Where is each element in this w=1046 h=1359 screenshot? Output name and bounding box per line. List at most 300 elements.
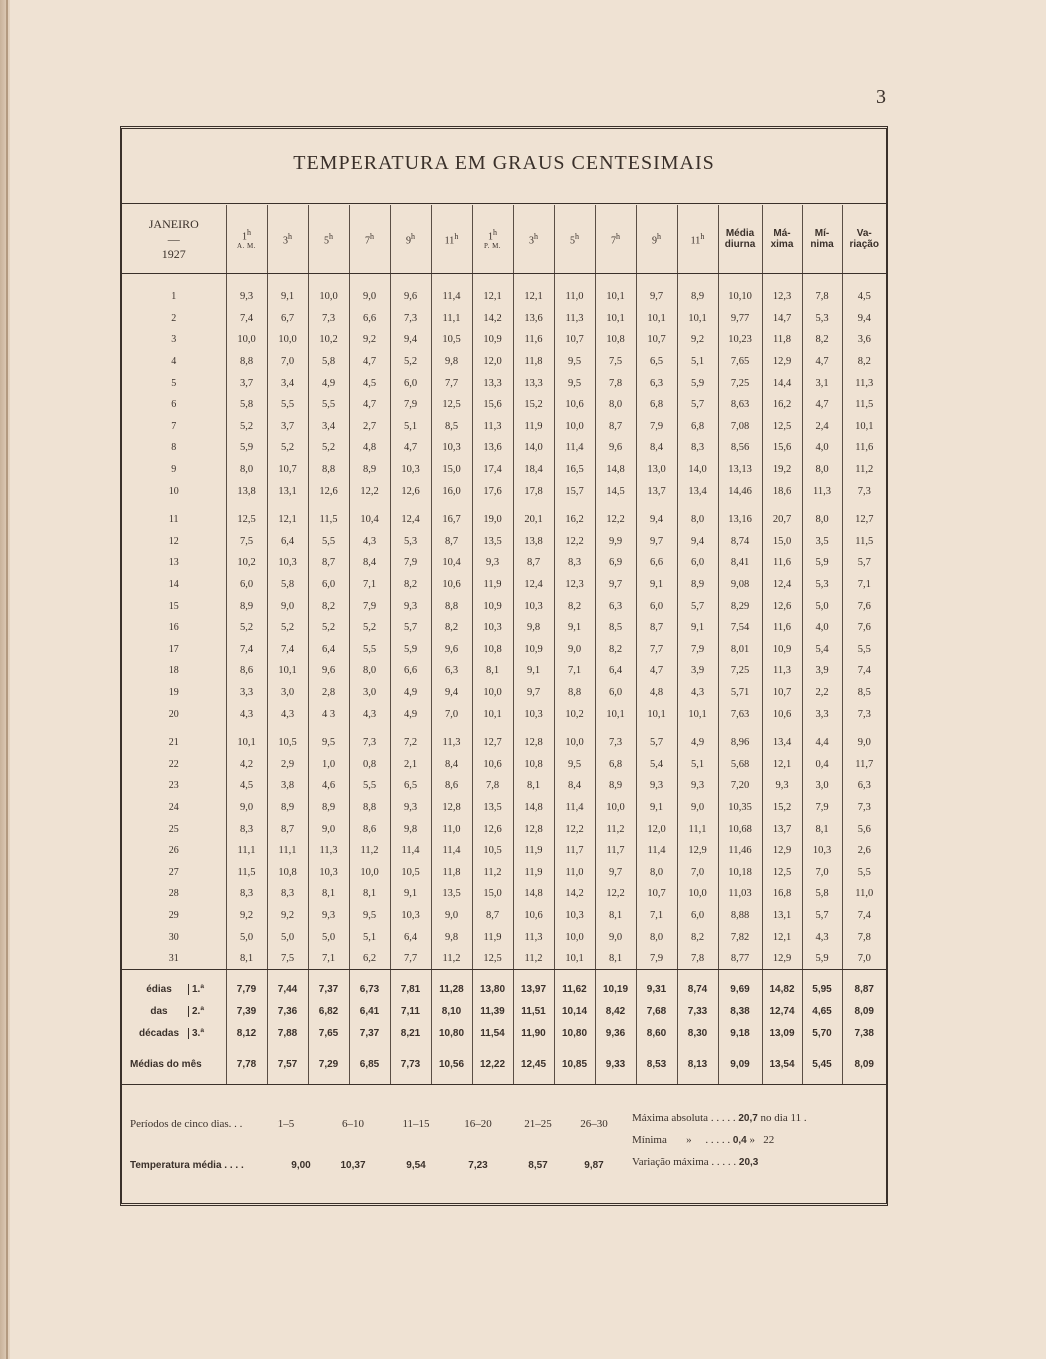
value-cell: 10,2	[308, 329, 349, 351]
value-cell: 13,8	[513, 531, 554, 553]
value-cell: 13,1	[267, 480, 308, 502]
value-cell: 10,5	[472, 840, 513, 862]
spacer-cell	[226, 502, 267, 509]
value-cell: 16,0	[431, 480, 472, 502]
value-cell: 8,4	[554, 775, 595, 797]
value-cell: 8,9	[349, 459, 390, 481]
value-cell: 6,4	[308, 639, 349, 661]
decade-value: 7,81	[390, 978, 431, 1000]
value-cell: 7,82	[718, 926, 762, 948]
value-cell: 3,9	[677, 660, 718, 682]
month-mean-value: 7,78	[226, 1044, 267, 1085]
temp-cell: 10,37	[340, 1160, 366, 1171]
day-row	[122, 351, 886, 373]
value-cell: 13,3	[472, 372, 513, 394]
spacer-cell	[513, 970, 554, 979]
value-cell: 10,9	[762, 639, 802, 661]
value-cell: 6,6	[390, 660, 431, 682]
value-cell: 8,2	[390, 574, 431, 596]
value-cell: 8,7	[595, 416, 636, 438]
month-dash: —	[167, 231, 180, 246]
value-cell: 4,8	[636, 682, 677, 704]
spacer-cell	[718, 970, 762, 979]
value-cell: 8,4	[636, 437, 677, 459]
value-cell: 6,4	[595, 660, 636, 682]
page-number: 3	[876, 86, 886, 108]
decade-value: 8,10	[431, 1000, 472, 1022]
value-cell: 12,1	[513, 286, 554, 308]
value-cell: 4,3	[349, 703, 390, 725]
value-cell: 8,9	[677, 574, 718, 596]
day-cell: 15	[168, 600, 179, 612]
value-cell: 9,1	[390, 883, 431, 905]
value-cell: 4,5	[842, 286, 886, 308]
value-cell: 5,5	[308, 394, 349, 416]
value-cell: 11,3	[802, 480, 842, 502]
decade-value: 11,51	[513, 1000, 554, 1022]
decade-value: 5,95	[802, 978, 842, 1000]
spacer-cell	[472, 502, 513, 509]
value-cell: 12,6	[472, 818, 513, 840]
day-cell: 26	[168, 845, 179, 857]
value-cell: 5,7	[390, 617, 431, 639]
value-cell: 7,63	[718, 703, 762, 725]
decade-value: 9,36	[595, 1022, 636, 1044]
day-row	[122, 509, 886, 531]
value-cell: 10,1	[636, 308, 677, 330]
value-cell: 8,3	[677, 437, 718, 459]
value-cell: 9,3	[308, 905, 349, 927]
header-row	[122, 205, 886, 274]
decade-value: 11,39	[472, 1000, 513, 1022]
value-cell: 9,1	[677, 617, 718, 639]
spacer-cell	[842, 502, 886, 509]
value-cell: 8,1	[308, 883, 349, 905]
temperature-table	[122, 205, 886, 1085]
value-cell: 9,0	[267, 595, 308, 617]
value-cell: 6,9	[595, 552, 636, 574]
value-cell: 3,4	[308, 416, 349, 438]
value-cell: 14,0	[677, 459, 718, 481]
value-cell: 9,6	[390, 286, 431, 308]
value-cell: 3,5	[802, 531, 842, 553]
value-cell: 10,68	[718, 818, 762, 840]
spacer-cell	[842, 274, 886, 287]
value-cell: 2,4	[802, 416, 842, 438]
decade-value: 7,36	[267, 1000, 308, 1022]
value-cell: 7,5	[595, 351, 636, 373]
decade-value: 7,68	[636, 1000, 677, 1022]
spacer-cell	[554, 502, 595, 509]
value-cell: 8,8	[226, 351, 267, 373]
day-row	[122, 595, 886, 617]
value-cell: 10,1	[595, 703, 636, 725]
spacer-cell	[677, 502, 718, 509]
decade-label	[122, 1022, 226, 1044]
day-row	[122, 308, 886, 330]
value-cell: 12,3	[762, 286, 802, 308]
hour-header: 9$^h$	[636, 205, 677, 274]
value-cell: 6,0	[308, 574, 349, 596]
value-cell: 10,3	[513, 703, 554, 725]
spacer-row	[122, 725, 886, 732]
value-cell: 8,2	[431, 617, 472, 639]
value-cell: 10,3	[390, 905, 431, 927]
value-cell: 8,3	[267, 883, 308, 905]
hour-header: 7$^h$	[595, 205, 636, 274]
period-cell: 1–5	[277, 1118, 295, 1130]
value-cell: 4,9	[390, 703, 431, 725]
value-cell: 10,3	[390, 459, 431, 481]
decade-value: 11,28	[431, 978, 472, 1000]
value-cell: 7,1	[554, 660, 595, 682]
day-cell: 11	[168, 514, 179, 526]
value-cell: 5,9	[226, 437, 267, 459]
value-cell: 11,8	[513, 351, 554, 373]
value-cell: 8,0	[677, 509, 718, 531]
value-cell: 11,4	[431, 286, 472, 308]
max-absoluta: Máxima absoluta . . . . . 20,7 no dia 11 .	[632, 1112, 807, 1124]
value-cell: 4,3	[226, 703, 267, 725]
spacer-cell	[513, 502, 554, 509]
value-cell: 9,3	[390, 797, 431, 819]
value-cell: 7,25	[718, 660, 762, 682]
value-cell: 10,3	[472, 617, 513, 639]
value-cell: 10,0	[554, 732, 595, 754]
value-cell: 8,2	[802, 329, 842, 351]
value-cell: 14,8	[595, 459, 636, 481]
value-cell: 9,3	[226, 286, 267, 308]
period-cell: 16–20	[464, 1118, 492, 1130]
hour-header: 11$^h$	[677, 205, 718, 274]
decade-value: 7,44	[267, 978, 308, 1000]
value-cell: 5,2	[308, 617, 349, 639]
value-cell: 9,1	[636, 797, 677, 819]
value-cell: 8,1	[802, 818, 842, 840]
value-cell: 8,6	[431, 775, 472, 797]
day-cell: 29	[168, 909, 179, 921]
decade-value: 9,18	[718, 1022, 762, 1044]
am-label: A. M.	[236, 242, 257, 251]
month-mean-value: 10,85	[554, 1044, 595, 1085]
day-row	[122, 840, 886, 862]
value-cell: 12,9	[677, 840, 718, 862]
value-cell: 7,5	[226, 531, 267, 553]
day-cell: 20	[168, 708, 179, 720]
value-cell: 5,2	[390, 351, 431, 373]
value-cell: 9,4	[842, 308, 886, 330]
value-cell: 8,29	[718, 595, 762, 617]
value-cell: 10,4	[349, 509, 390, 531]
value-cell: 11,6	[513, 329, 554, 351]
decade-value: 6,73	[349, 978, 390, 1000]
value-cell: 10,35	[718, 797, 762, 819]
value-cell: 2,1	[390, 753, 431, 775]
value-cell: 10,0	[267, 329, 308, 351]
value-cell: 8,41	[718, 552, 762, 574]
value-cell: 9,8	[431, 926, 472, 948]
value-cell: 8,2	[677, 926, 718, 948]
value-cell: 4,7	[349, 351, 390, 373]
value-cell: 10,3	[513, 595, 554, 617]
value-cell: 2,9	[267, 753, 308, 775]
value-cell: 9,1	[513, 660, 554, 682]
value-cell: 11,5	[842, 394, 886, 416]
value-cell: 9,5	[308, 732, 349, 754]
value-cell: 3,0	[267, 682, 308, 704]
value-cell: 15,6	[472, 394, 513, 416]
value-cell: 7,7	[636, 639, 677, 661]
value-cell: 5,71	[718, 682, 762, 704]
value-cell: 7,2	[390, 732, 431, 754]
value-cell: 11,3	[762, 660, 802, 682]
value-cell: 8,3	[226, 883, 267, 905]
value-cell: 10,7	[636, 883, 677, 905]
value-cell: 14,5	[595, 480, 636, 502]
month-label: JANEIRO	[148, 216, 199, 231]
value-cell: 11,9	[472, 574, 513, 596]
spacer-cell	[122, 725, 226, 732]
value-cell: 7,1	[636, 905, 677, 927]
value-cell: 8,7	[308, 552, 349, 574]
hour-header: 3$^h$	[267, 205, 308, 274]
value-cell: 15,6	[762, 437, 802, 459]
value-cell: 9,1	[554, 617, 595, 639]
value-cell: 9,4	[636, 509, 677, 531]
value-cell: 11,4	[431, 840, 472, 862]
value-cell: 13,6	[513, 308, 554, 330]
spacer-cell	[472, 970, 513, 979]
value-cell: 7,54	[718, 617, 762, 639]
value-cell: 7,65	[718, 351, 762, 373]
value-cell: 7,0	[802, 861, 842, 883]
value-cell: 8,9	[595, 775, 636, 797]
value-cell: 12,1	[267, 509, 308, 531]
media-diurna-header: Média diurna	[718, 205, 762, 274]
value-cell: 3,6	[842, 329, 886, 351]
value-cell: 18,6	[762, 480, 802, 502]
value-cell: 17,8	[513, 480, 554, 502]
temp-cell: 7,23	[468, 1160, 488, 1171]
decade-word: décadas	[138, 1027, 180, 1039]
value-cell: 10,9	[472, 329, 513, 351]
value-cell: 7,9	[390, 394, 431, 416]
value-cell: 7,8	[842, 926, 886, 948]
value-cell: 12,6	[308, 480, 349, 502]
day-row	[122, 732, 886, 754]
value-cell: 10,3	[267, 552, 308, 574]
hour-header: 7$^h$	[349, 205, 390, 274]
value-cell: 10,2	[554, 703, 595, 725]
value-cell: 8,8	[308, 459, 349, 481]
value-cell: 3,7	[226, 372, 267, 394]
value-cell: 7,9	[349, 595, 390, 617]
spacer-cell	[718, 502, 762, 509]
spacer-cell	[390, 274, 431, 287]
spine-edge	[6, 0, 8, 1359]
value-cell: 12,7	[472, 732, 513, 754]
day-cell: 2	[171, 312, 177, 324]
value-cell: 12,9	[762, 840, 802, 862]
hour-header: 9$^h$	[390, 205, 431, 274]
spacer-cell	[554, 274, 595, 287]
value-cell: 2,2	[802, 682, 842, 704]
value-cell: 5,2	[267, 437, 308, 459]
value-cell: 10,4	[431, 552, 472, 574]
spacer-cell	[308, 970, 349, 979]
day-cell: 22	[168, 758, 179, 770]
value-cell: 17,6	[472, 480, 513, 502]
spacer-cell	[431, 725, 472, 732]
spacer-cell	[554, 970, 595, 979]
value-cell: 8,5	[431, 416, 472, 438]
value-cell: 12,8	[513, 732, 554, 754]
value-cell: 16,8	[762, 883, 802, 905]
spacer-cell	[802, 970, 842, 979]
hour-header: 5$^h$	[308, 205, 349, 274]
value-cell: 8,0	[226, 459, 267, 481]
decade-value: 8,42	[595, 1000, 636, 1022]
value-cell: 5,1	[349, 926, 390, 948]
value-cell: 11,1	[677, 818, 718, 840]
value-cell: 8,96	[718, 732, 762, 754]
value-cell: 12,1	[762, 926, 802, 948]
value-cell: 5,4	[636, 753, 677, 775]
value-cell: 11,2	[349, 840, 390, 862]
decade-value: 6,41	[349, 1000, 390, 1022]
decade-value: 7,39	[226, 1000, 267, 1022]
decade-value: 8,60	[636, 1022, 677, 1044]
day-cell: 5	[171, 377, 177, 389]
temp-cell: 9,00	[291, 1160, 311, 1171]
value-cell: 7,0	[677, 861, 718, 883]
value-cell: 8,4	[431, 753, 472, 775]
day-cell: 13	[168, 557, 179, 569]
value-cell: 10,3	[554, 905, 595, 927]
value-cell: 6,0	[677, 552, 718, 574]
spacer-cell	[636, 274, 677, 287]
value-cell: 7,4	[842, 905, 886, 927]
value-cell: 7,7	[431, 372, 472, 394]
spacer-cell	[762, 274, 802, 287]
spacer-cell	[472, 725, 513, 732]
day-row	[122, 861, 886, 883]
value-cell: 19,2	[762, 459, 802, 481]
spacer-cell	[349, 274, 390, 287]
decade-value: 13,80	[472, 978, 513, 1000]
spacer-cell	[513, 274, 554, 287]
day-cell: 25	[168, 823, 179, 835]
day-cell: 6	[171, 399, 177, 411]
value-cell: 11,9	[513, 416, 554, 438]
spacer-cell	[431, 274, 472, 287]
value-cell: 11,1	[267, 840, 308, 862]
day-cell: 28	[168, 888, 179, 900]
value-cell: 7,3	[842, 480, 886, 502]
variacao-header: Va- riação	[842, 205, 886, 274]
value-cell: 15,0	[472, 883, 513, 905]
value-cell: 8,3	[554, 552, 595, 574]
decade-value: 13,97	[513, 978, 554, 1000]
value-cell: 6,8	[636, 394, 677, 416]
value-cell: 11,4	[390, 840, 431, 862]
value-cell: 20,1	[513, 509, 554, 531]
value-cell: 10,10	[718, 286, 762, 308]
spacer-cell	[226, 725, 267, 732]
value-cell: 10,1	[677, 308, 718, 330]
value-cell: 12,9	[762, 351, 802, 373]
value-cell: 5,9	[802, 552, 842, 574]
minima-absoluta: Mínima » . . . . . 0,4 » 22	[632, 1134, 775, 1146]
day-row	[122, 459, 886, 481]
value-cell: 11,03	[718, 883, 762, 905]
value-cell: 5,5	[349, 775, 390, 797]
value-cell: 10,0	[472, 682, 513, 704]
spacer-cell	[122, 970, 226, 979]
value-cell: 8,0	[349, 660, 390, 682]
value-cell: 8,7	[431, 531, 472, 553]
value-cell: 8,3	[226, 818, 267, 840]
value-cell: 4,5	[226, 775, 267, 797]
decade-value: 4,65	[802, 1000, 842, 1022]
decade-ordinal: 3.ª	[188, 1028, 204, 1039]
day-cell: 8	[171, 442, 177, 454]
value-cell: 15,2	[762, 797, 802, 819]
value-cell: 5,3	[390, 531, 431, 553]
value-cell: 12,8	[513, 818, 554, 840]
day-cell: 31	[122, 948, 226, 970]
temp-cell: 9,54	[406, 1160, 426, 1171]
value-cell: 12,6	[762, 595, 802, 617]
value-cell: 4,7	[349, 394, 390, 416]
value-cell: 4,3	[802, 926, 842, 948]
value-cell: 9,7	[513, 682, 554, 704]
period-cell: 6–10	[342, 1118, 364, 1130]
value-cell: 9,6	[431, 639, 472, 661]
value-cell: 7,3	[308, 308, 349, 330]
spacer-cell	[390, 970, 431, 979]
value-cell: 5,2	[226, 416, 267, 438]
day-row	[122, 905, 886, 927]
value-cell: 7,8	[595, 372, 636, 394]
decade-value: 11,62	[554, 978, 595, 1000]
value-cell: 6,5	[390, 775, 431, 797]
value-cell: 7,7	[390, 948, 431, 970]
spacer-cell	[595, 725, 636, 732]
value-cell: 5,7	[842, 552, 886, 574]
spacer-cell	[554, 725, 595, 732]
value-cell: 8,56	[718, 437, 762, 459]
value-cell: 8,0	[636, 926, 677, 948]
value-cell: 6,0	[226, 574, 267, 596]
value-cell: 7,25	[718, 372, 762, 394]
value-cell: 9,3	[762, 775, 802, 797]
day-row	[122, 926, 886, 948]
value-cell: 14,8	[513, 797, 554, 819]
year-label: 1927	[161, 246, 186, 261]
value-cell: 10,0	[554, 416, 595, 438]
month-mean-value: 12,45	[513, 1044, 554, 1085]
value-cell: 5,0	[308, 926, 349, 948]
value-cell: 6,5	[636, 351, 677, 373]
value-cell: 13,7	[636, 480, 677, 502]
month-mean-value: 10,56	[431, 1044, 472, 1085]
value-cell: 13,13	[718, 459, 762, 481]
value-cell: 8,6	[349, 818, 390, 840]
value-cell: 12,1	[762, 753, 802, 775]
value-cell: 7,9	[802, 797, 842, 819]
hour-header: 5$^h$	[554, 205, 595, 274]
